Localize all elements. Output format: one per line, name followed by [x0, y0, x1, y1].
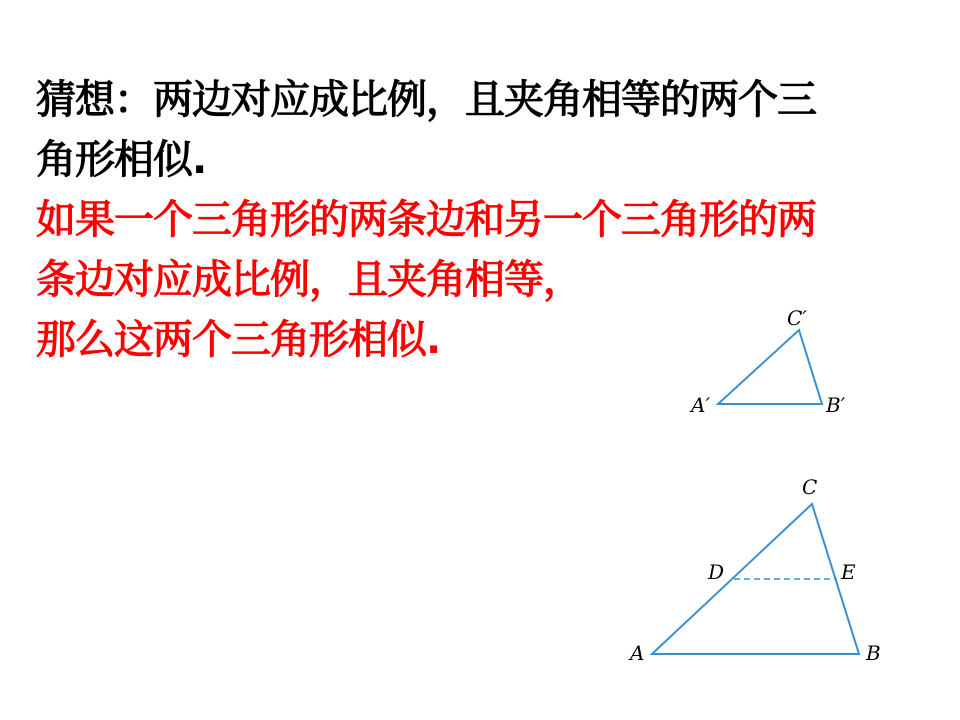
large-triangle [628, 475, 881, 665]
theorem-line-3: 那么这两个三角形相似. [36, 317, 441, 363]
label-c-prime: C′ [787, 306, 807, 330]
label-d: D [708, 560, 725, 584]
label-b-prime: B′ [826, 393, 846, 417]
theorem-line-2: 条边对应成比例，且夹角相等， [36, 257, 582, 303]
label-a-prime: A′ [691, 393, 710, 417]
label-e: E [841, 560, 856, 584]
conjecture-line-2: 角形相似. [36, 137, 207, 183]
theorem-line-1: 如果一个三角形的两条边和另一个三角形的两 [36, 197, 816, 243]
label-b: B [866, 641, 881, 665]
small-triangle-shape [718, 330, 822, 404]
small-triangle [689, 306, 846, 417]
conjecture-line-1: 猜想：两边对应成比例，且夹角相等的两个三 [36, 77, 816, 123]
label-c: C [802, 475, 818, 499]
label-a: A [630, 641, 645, 665]
